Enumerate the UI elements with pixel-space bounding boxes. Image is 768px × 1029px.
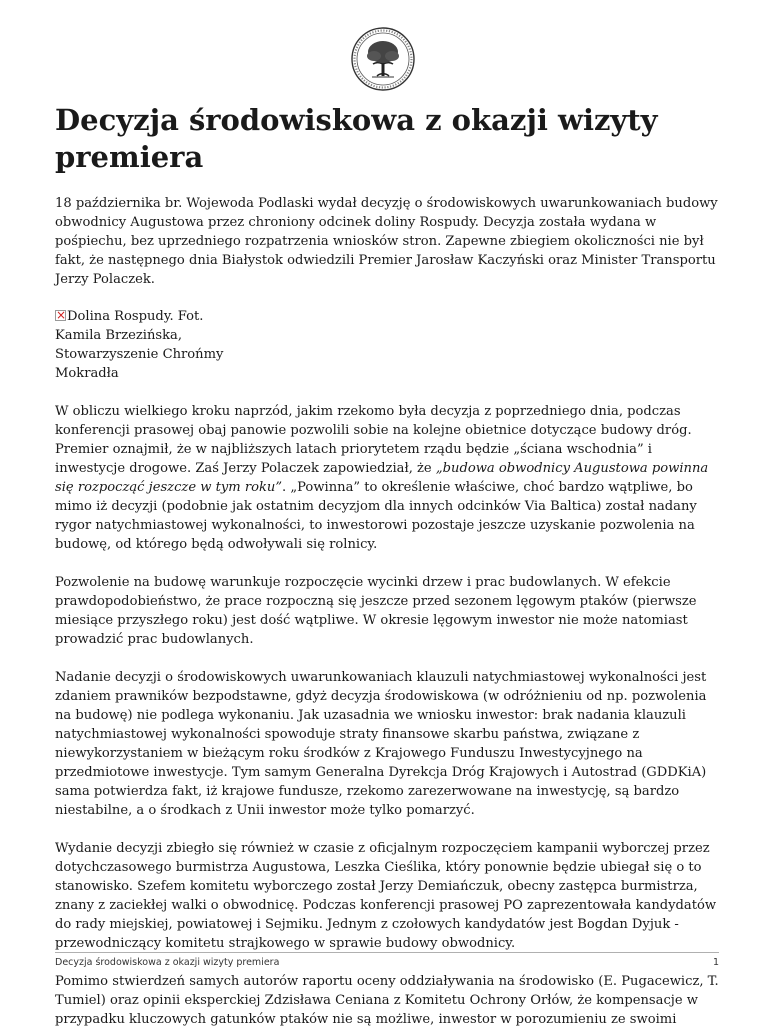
article-title: Decyzja środowiskowa z okazji wizyty premiera — [55, 103, 658, 174]
broken-image-icon — [55, 310, 66, 321]
paragraph-1-quote: „budowa obwodnicy Augustowa powinna się rozpocząć jeszcze w tym roku” — [55, 461, 709, 495]
caption-line-2: Kamila Brzezińska, — [55, 328, 183, 343]
lead-paragraph: 18 października br. Wojewoda Podlaski wydał decyzję o środowiskowych uwarunkowaniach budowy obwodnicy Augustowa przez chroniony odcinek doliny Rospudy. Decyzja została wydana w pośpiechu, bez uprzedniego rozpatrzenia wniosków stron. Zapewne zbiegiem okoliczności nie był fakt, że następnego dnia Białystok odwiedzili Premier Jarosław Kaczyński oraz Minister Transportu Jerzy Polaczek. — [55, 196, 718, 287]
page-footer — [55, 952, 719, 968]
footer-title: Decyzja środowiskowa z okazji wizyty premiera — [55, 957, 280, 968]
caption-line-3: Stowarzyszenie Chrońmy — [55, 347, 224, 362]
logo — [350, 26, 416, 92]
caption-line-4: Mokradła — [55, 366, 119, 381]
caption-line-1: Dolina Rospudy. Fot. — [67, 309, 204, 324]
paragraph-1 — [55, 402, 719, 554]
paragraph-3: Nadanie decyzji o środowiskowych uwarunkowaniach klauzuli natychmiastowej wykonalności jest zdaniem prawników bezpodstawne, gdyż decyzja środowiskowa (w odróżnieniu od np. pozwolenia na budowę) nie podlega wykonaniu. Jak uzasadnia we wniosku inwestor: brak nadania klauzuli natychmiastowej wykonalności spowoduje straty finansowe skarbu państwa, związane z niewykorzystaniem w bieżącym roku środków z Krajowego Funduszu Inwestycyjnego na przedmiotowe inwestycje. Tym samym Generalna Dyrekcja Dróg Krajowych i Autostrad (GDDKiA) sama potwierdza fakt, iż krajowe fundusze, rzekomo zarezerwowane na inwestycję, są bardzo niestabilne, a o środkach z Unii inwestor może tylko pomarzyć. — [55, 670, 707, 818]
image-caption — [55, 307, 255, 383]
paragraph-2: Pozwolenie na budowę warunkuje rozpoczęcie wycinki drzew i prac budowlanych. W efekcie prawdopodobieństwo, że prace rozpoczną się jeszcze przed sezonem lęgowym ptaków (pierwsze miesiące przyszłego roku) jest dość wątpliwe. W okresie lęgowym inwestor nie może natomiast prowadzić prac budowlanych. — [55, 575, 697, 647]
paragraph-5: Pomimo stwierdzeń samych autorów raportu oceny oddziaływania na środowisko (E. Pugacewicz, T. Tumiel) oraz opinii eksperckiej Zdzisława Ceniana z Komitetu Ochrony Orłów, że kompensacje w przypadku kluczowych gatunków ptaków nie są możliwe, inwestor w porozumieniu ze swoimi — [55, 974, 719, 1027]
tree-emblem-icon — [350, 26, 416, 92]
page-number: 1 — [712, 957, 719, 968]
article — [55, 102, 719, 1029]
paragraph-1-text-b: . „Powinna” to określenie właściwe, choć bardzo wątpliwe, bo mimo iż decyzji (podobnie jak ostatnim decyzjom dla innych odcinków Via Baltica) został nadany rygor natychmiastowej wykonalności, to inwestorowi pozostaje jeszcze uzyskanie pozwolenia na budowę, od którego będą odwoływali się rolnicy. — [55, 480, 697, 552]
paragraph-1-text-a: W obliczu wielkiego kroku naprzód, jakim rzekomo była decyzja z poprzedniego dnia, podczas konferencji prasowej obaj panowie pozwolili sobie na kolejne obietnice dotyczące budowy dróg. Premier oznajmił, że w najbliższych latach priorytetem rządu będzie „ściana wschodnia” i inwestycje drogowe. Zaś Jerzy Polaczek zapowiedział, że — [55, 404, 692, 476]
paragraph-4: Wydanie decyzji zbiegło się również w czasie z oficjalnym rozpoczęciem kampanii wyborczej przez dotychczasowego burmistrza Augustowa, Leszka Cieślika, który ponownie będzie ubiegał się o to stanowisko. Szefem komitetu wyborczego został Jerzy Demiańczuk, obecny zastępca burmistrza, znany z zaciekłej walki o obwodnicę. Podczas konferencji prasowej PO zaprezentowała kandydatów do rady miejskiej, powiatowej i Sejmiku. Jednym z czołowych kandydatów jest Bogdan Dyjuk - przewodniczący komitetu strajkowego w sprawie budowy obwodnicy. — [55, 841, 717, 951]
